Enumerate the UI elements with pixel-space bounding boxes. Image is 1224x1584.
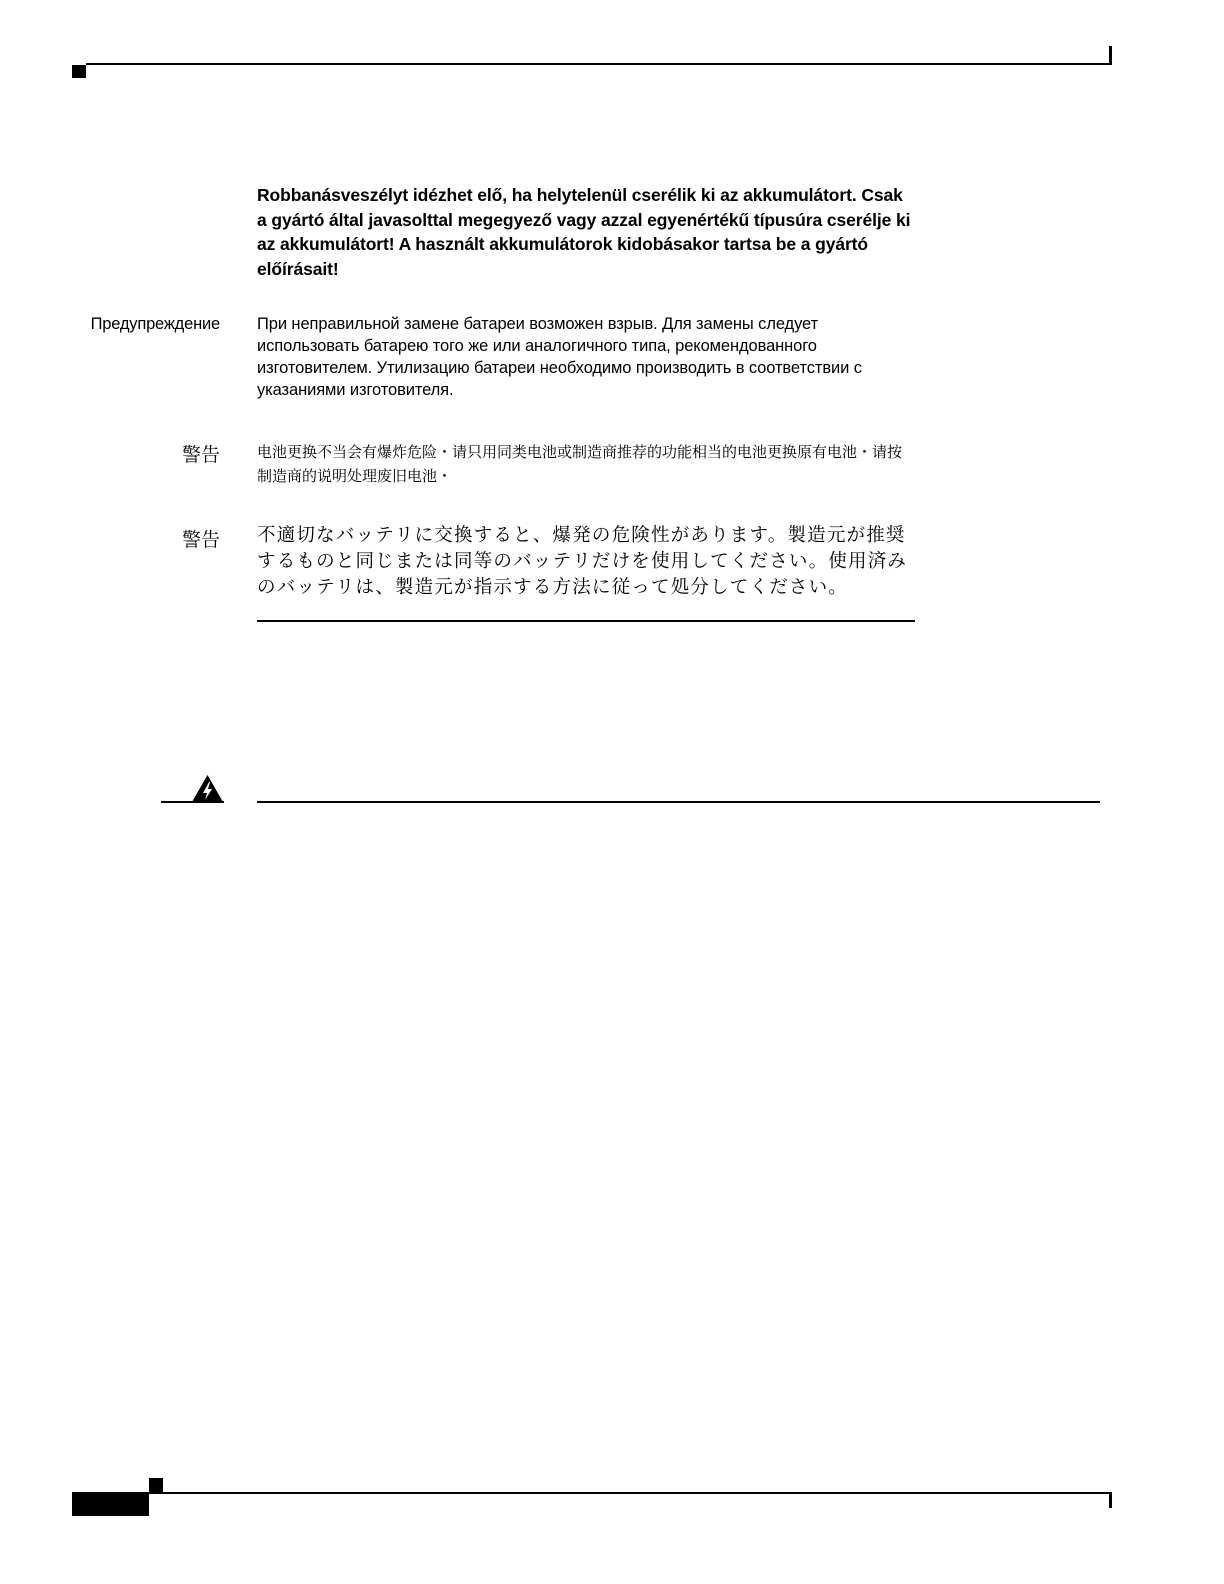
warning-triangle-lightning-icon [191,774,224,803]
warning-label-chinese: 警告 [181,444,220,466]
header-rule [86,63,1112,65]
footer-block [72,1493,149,1516]
warning-icon-rule [161,801,224,803]
warning-label-russian: Предупреждение [90,315,220,333]
warning-text-hungarian: Robbanásveszélyt idézhet elő, ha helytelenül cserélik ki az akkumulátort. Csak a gyártó által javasolttal megegyező vagy azzal egyenértékű típusúra cserélje ki az akkumulátort! A használt akkumulátorok kidobásakor tartsa be a gyártó előírásait! [257,185,911,279]
warning-text-japanese: 不適切なバッテリに交換すると、爆発の危険性があります。製造元が推奨するものと同じまたは同等のバッテリだけを使用してください。使用済みのバッテリは、製造元が指示する方法に従って処分してください。 [257,525,908,598]
footer-tick [1109,1494,1112,1508]
warning-text-chinese: 电池更换不当会有爆炸危险・请只用同类电池或制造商推荐的功能相当的电池更换原有电池・请按制造商的说明处理废旧电池・ [257,443,903,485]
footer-rule [72,1492,1112,1494]
header-marker [72,65,86,78]
warning-text-russian: При неправильной замене батареи возможен взрыв. Для замены следует использовать батарею того же или аналогичного типа, рекомендованного изготовителем. Утилизацию батареи необходимо производить в соответствии с указаниями изготовителя. [257,315,862,399]
header-tick [1109,46,1112,64]
footer-marker [149,1478,163,1492]
warning-rule [257,801,1100,803]
warning-label-japanese: 警告 [181,529,220,551]
section-end-rule [257,620,915,622]
